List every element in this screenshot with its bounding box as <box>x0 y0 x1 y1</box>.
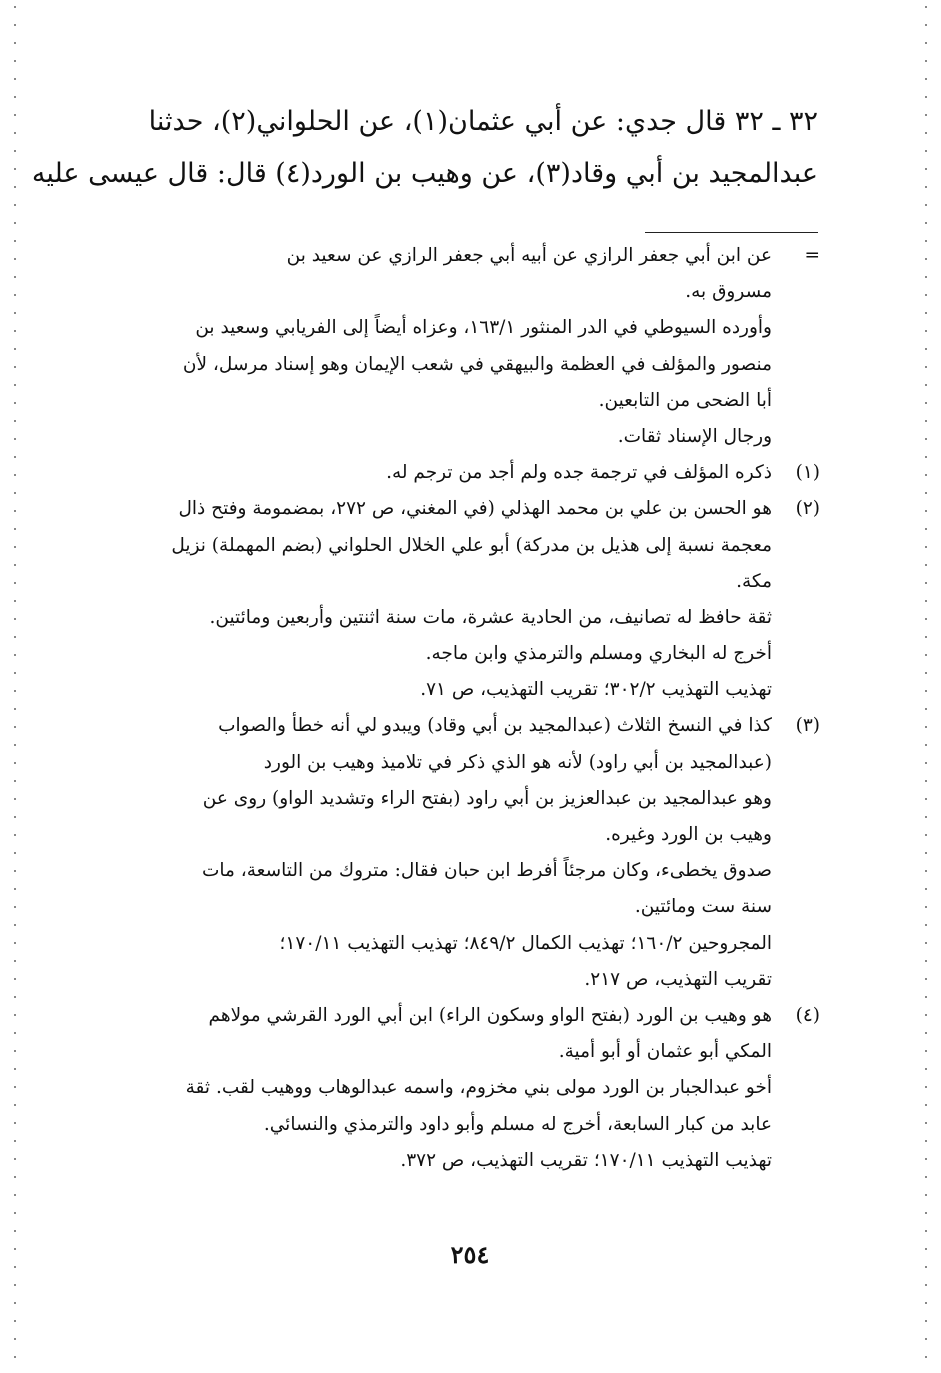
margin-dot <box>14 348 16 350</box>
margin-dot <box>925 1248 927 1250</box>
margin-dot <box>14 924 16 926</box>
margin-dot <box>14 762 16 764</box>
footnote-line: (عبدالمجيد بن أبي راود) لأنه هو الذي ذكر في تلاميذ وهيب بن الورد <box>263 751 772 773</box>
margin-dot <box>925 744 927 746</box>
margin-dot <box>925 780 927 782</box>
margin-dot <box>925 690 927 692</box>
footnote-marker: (٤) <box>795 1004 820 1026</box>
main-text-line: عبدالمجيد بن أبي وقاد(٣)، عن وهيب بن الورد(٤) قال: قال عيسى عليه <box>31 158 818 189</box>
margin-dot <box>14 816 16 818</box>
margin-dot <box>14 870 16 872</box>
margin-dot <box>14 618 16 620</box>
margin-dot <box>14 24 16 26</box>
margin-dot <box>925 582 927 584</box>
margin-dot <box>925 1266 927 1268</box>
margin-dot <box>14 906 16 908</box>
margin-dot <box>14 294 16 296</box>
margin-dot <box>14 636 16 638</box>
margin-dot <box>925 6 927 8</box>
margin-dot <box>925 420 927 422</box>
margin-dot <box>925 150 927 152</box>
margin-dot <box>14 1338 16 1340</box>
margin-dot <box>14 258 16 260</box>
margin-dot <box>925 726 927 728</box>
margin-dot <box>14 582 16 584</box>
margin-dot <box>14 1212 16 1214</box>
margin-dot <box>925 42 927 44</box>
margin-dot <box>925 546 927 548</box>
margin-dot <box>14 1248 16 1250</box>
margin-dot <box>14 384 16 386</box>
margin-dot <box>14 1014 16 1016</box>
footnote-4 <box>108 998 820 1179</box>
main-text-line: ٣٢ ـ ٣٢ قال جدي: عن أبي عثمان(١)، عن الحلواني(٢)، حدثنا <box>148 106 818 137</box>
footnote-line: هو وهيب بن الورد (بفتح الواو وسكون الراء) ابن أبي الورد القرشي مولاهم <box>208 1004 772 1026</box>
footnote-line: عن ابن أبي جعفر الرازي عن أبيه أبي جعفر الرازي عن سعيد بن <box>286 245 772 266</box>
footnote-line: تقريب التهذيب، ص ٢١٧. <box>584 968 772 990</box>
footnote-marker: = <box>804 245 820 266</box>
margin-dot <box>925 456 927 458</box>
margin-dot <box>925 1050 927 1052</box>
margin-dot <box>14 672 16 674</box>
margin-dot <box>14 852 16 854</box>
margin-dot <box>925 564 927 566</box>
margin-dot <box>925 1140 927 1142</box>
margin-dot <box>925 1338 927 1340</box>
margin-dot <box>925 348 927 350</box>
margin-dot <box>925 906 927 908</box>
footnote-line: وأورده السيوطي في الدر المنثور ١٦٣/١، وعزاه أيضاً إلى الفريابي وسعيد بن <box>195 317 772 339</box>
margin-dot <box>925 168 927 170</box>
margin-dot <box>14 132 16 134</box>
margin-dot <box>925 708 927 710</box>
margin-dot <box>14 6 16 8</box>
footnote-line: معجمة نسبة إلى هذيل بن مدركة) أبو علي الخلال الحلواني (بضم المهملة) نزيل <box>171 534 772 556</box>
footnote-line: منصور والمؤلف في العظمة والبيهقي في شعب الإيمان وهو إسناد مرسل، لأن <box>182 353 772 375</box>
margin-dot <box>925 294 927 296</box>
margin-dot <box>14 708 16 710</box>
margin-dot <box>14 1140 16 1142</box>
margin-dot <box>14 780 16 782</box>
margin-dot <box>14 1266 16 1268</box>
footnote-2 <box>108 491 820 708</box>
footnote-line: مسروق به. <box>685 281 772 303</box>
margin-dot <box>14 1194 16 1196</box>
footnote-line: أخرج له البخاري ومسلم والترمذي وابن ماجه. <box>425 643 772 665</box>
margin-dot <box>14 204 16 206</box>
margin-dot <box>925 528 927 530</box>
margin-dot <box>925 384 927 386</box>
margin-dot <box>14 996 16 998</box>
main-text <box>31 96 818 200</box>
margin-dot <box>14 1050 16 1052</box>
footnote-line: كذا في النسخ الثلاث (عبدالمجيد بن أبي وقاد) ويبدو لي أنه خطأ والصواب <box>218 715 772 737</box>
right-margin-dots <box>925 0 927 1373</box>
margin-dot <box>14 888 16 890</box>
margin-dot <box>14 798 16 800</box>
margin-dot <box>925 96 927 98</box>
margin-dot <box>14 474 16 476</box>
margin-dot <box>14 726 16 728</box>
margin-dot <box>14 366 16 368</box>
footnote-line: وهو عبدالمجيد بن عبدالعزيز بن أبي راود (بفتح الراء وتشديد الواو) روى عن <box>202 787 772 809</box>
margin-dot <box>14 456 16 458</box>
margin-dot <box>925 474 927 476</box>
left-margin-dots <box>14 0 16 1373</box>
margin-dot <box>14 546 16 548</box>
margin-dot <box>14 690 16 692</box>
margin-dot <box>925 1068 927 1070</box>
margin-dot <box>14 510 16 512</box>
footnote-marker: (٢) <box>795 498 820 520</box>
footnote-line: صدوق يخطىء، وكان مرجئاً أفرط ابن حبان فقال: متروك من التاسعة، مات <box>201 860 772 882</box>
margin-dot <box>14 60 16 62</box>
margin-dot <box>14 1104 16 1106</box>
footnote-line: ورجال الإسناد ثقات. <box>617 425 772 447</box>
margin-dot <box>14 1158 16 1160</box>
margin-dot <box>925 672 927 674</box>
footnote-line: تهذيب التهذيب ٣٠٢/٢؛ تقريب التهذيب، ص ٧١. <box>420 679 772 701</box>
margin-dot <box>14 150 16 152</box>
margin-dot <box>925 24 927 26</box>
page-number: ٢٥٤ <box>450 1240 490 1269</box>
margin-dot <box>14 960 16 962</box>
footnote-continuation <box>108 238 820 455</box>
margin-dot <box>14 1302 16 1304</box>
margin-dot <box>14 1032 16 1034</box>
margin-dot <box>925 240 927 242</box>
margin-dot <box>925 762 927 764</box>
footnote-1 <box>108 455 820 491</box>
margin-dot <box>14 96 16 98</box>
margin-dot <box>14 276 16 278</box>
margin-dot <box>925 1212 927 1214</box>
footnote-separator <box>645 232 818 233</box>
margin-dot <box>925 366 927 368</box>
footnote-line: مكة. <box>736 570 772 592</box>
margin-dot <box>925 1302 927 1304</box>
margin-dot <box>925 492 927 494</box>
margin-dot <box>925 1194 927 1196</box>
margin-dot <box>925 852 927 854</box>
margin-dot <box>14 42 16 44</box>
margin-dot <box>925 978 927 980</box>
margin-dot <box>925 222 927 224</box>
margin-dot <box>14 492 16 494</box>
margin-dot <box>925 942 927 944</box>
footnote-line: هو الحسن بن علي بن محمد الهذلي (في المغني، ص ٢٧٢، بمضمومة وفتح ذال <box>178 498 772 520</box>
margin-dot <box>925 1158 927 1160</box>
margin-dot <box>14 78 16 80</box>
margin-dot <box>14 600 16 602</box>
margin-dot <box>925 78 927 80</box>
margin-dot <box>14 1320 16 1322</box>
margin-dot <box>925 1032 927 1034</box>
margin-dot <box>925 258 927 260</box>
margin-dot <box>14 1122 16 1124</box>
footnote-line: أخو عبدالجبار بن الورد مولى بني مخزوم، واسمه عبدالوهاب ووهيب لقب. ثقة <box>185 1077 772 1099</box>
margin-dot <box>925 1230 927 1232</box>
margin-dot <box>14 240 16 242</box>
margin-dot <box>14 834 16 836</box>
margin-dot <box>14 978 16 980</box>
footnote-3 <box>108 708 820 998</box>
margin-dot <box>14 942 16 944</box>
margin-dot <box>925 1176 927 1178</box>
footnote-line: أبا الضحى من التابعين. <box>598 389 772 411</box>
margin-dot <box>14 1284 16 1286</box>
margin-dot <box>14 312 16 314</box>
footnotes <box>108 238 820 1179</box>
margin-dot <box>925 924 927 926</box>
margin-dot <box>925 618 927 620</box>
footnote-line: ثقة حافظ له تصانيف، من الحادية عشرة، مات سنة اثنتين وأربعين ومائتين. <box>209 606 772 628</box>
footnote-marker: (٣) <box>795 715 820 737</box>
margin-dot <box>925 114 927 116</box>
margin-dot <box>14 564 16 566</box>
margin-dot <box>14 1356 16 1358</box>
margin-dot <box>14 168 16 170</box>
margin-dot <box>925 438 927 440</box>
margin-dot <box>925 1356 927 1358</box>
margin-dot <box>925 1320 927 1322</box>
margin-dot <box>925 654 927 656</box>
margin-dot <box>925 1284 927 1286</box>
margin-dot <box>925 1104 927 1106</box>
footnote-line: عابد من كبار السابعة، أخرج له مسلم وأبو داود والترمذي والنسائي. <box>263 1113 772 1135</box>
footnote-marker: (١) <box>795 462 820 484</box>
margin-dot <box>925 204 927 206</box>
margin-dot <box>925 888 927 890</box>
margin-dot <box>14 1068 16 1070</box>
margin-dot <box>925 312 927 314</box>
footnote-line: سنة ست ومائتين. <box>634 896 772 918</box>
margin-dot <box>925 510 927 512</box>
margin-dot <box>925 996 927 998</box>
margin-dot <box>14 402 16 404</box>
margin-dot <box>925 132 927 134</box>
margin-dot <box>14 1176 16 1178</box>
footnote-line: ذكره المؤلف في ترجمة جده ولم أجد من ترجم له. <box>386 462 772 484</box>
margin-dot <box>925 276 927 278</box>
margin-dot <box>14 186 16 188</box>
margin-dot <box>925 816 927 818</box>
margin-dot <box>14 420 16 422</box>
margin-dot <box>925 834 927 836</box>
margin-dot <box>925 1122 927 1124</box>
margin-dot <box>14 222 16 224</box>
margin-dot <box>14 528 16 530</box>
margin-dot <box>14 654 16 656</box>
margin-dot <box>925 60 927 62</box>
margin-dot <box>925 1014 927 1016</box>
footnote-line: تهذيب التهذيب ١٧٠/١١؛ تقريب التهذيب، ص ٣٧٢. <box>400 1149 772 1171</box>
margin-dot <box>14 114 16 116</box>
margin-dot <box>14 438 16 440</box>
margin-dot <box>14 744 16 746</box>
margin-dot <box>14 330 16 332</box>
margin-dot <box>925 600 927 602</box>
margin-dot <box>925 330 927 332</box>
footnote-line: المكي أبو عثمان أو أبو أمية. <box>558 1041 772 1063</box>
margin-dot <box>925 636 927 638</box>
margin-dot <box>925 402 927 404</box>
margin-dot <box>925 186 927 188</box>
margin-dot <box>925 1086 927 1088</box>
footnote-line: المجروحين ١٦٠/٢؛ تهذيب الكمال ٨٤٩/٢؛ تهذيب التهذيب ١٧٠/١١؛ <box>279 932 772 954</box>
footnote-line: وهيب بن الورد وغيره. <box>605 824 772 845</box>
margin-dot <box>925 870 927 872</box>
margin-dot <box>925 960 927 962</box>
margin-dot <box>14 1086 16 1088</box>
margin-dot <box>14 1230 16 1232</box>
margin-dot <box>925 798 927 800</box>
